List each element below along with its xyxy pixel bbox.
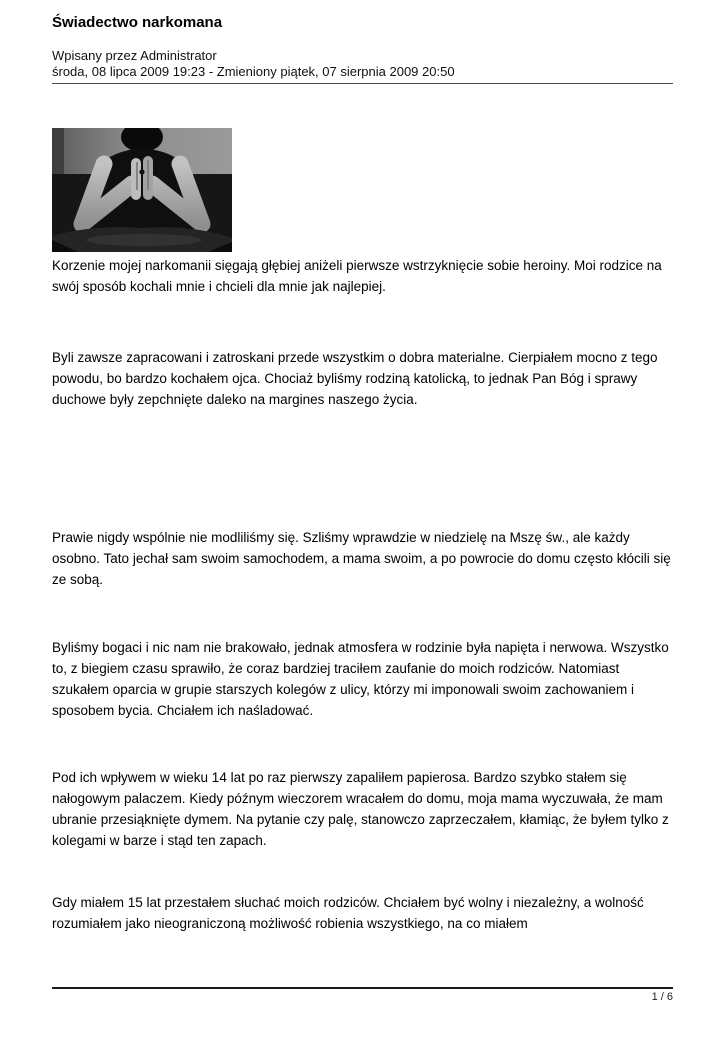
byline: Wpisany przez Administrator (52, 48, 217, 63)
page-number: 1 / 6 (651, 991, 673, 1003)
testimonial-photo (52, 128, 232, 252)
article-paragraph: Prawie nigdy wspólnie nie modliliśmy się. Szliśmy wprawdzie w niedzielę na Mszę św., ale każdy osobno. Tato jechał sam swoim samochodem, a mama swoim, a po powrocie do domu często kłócili się ze sobą. (52, 530, 671, 587)
page-title: Świadectwo narkomana (52, 14, 223, 31)
article-paragraph: Byliśmy bogaci i nic nam nie brakowało, jednak atmosfera w rodzinie była napięta i nerwowa. Wszystko to, z biegiem czasu sprawiło, że coraz bardziej traciłem zaufanie do moich rodziców. Natomiast szukałem oparcia w grupie starszych kolegów z ulicy, którzy mi imponowali swoim zachowaniem i sposobem bycia. Chciałem ich naśladować. (52, 640, 669, 718)
article-paragraph: Gdy miałem 15 lat przestałem słuchać moich rodziców. Chciałem być wolny i niezależny, a wolność rozumiałem jako nieograniczoną możliwość robienia wszystkiego, na co miałem (52, 895, 644, 931)
article-paragraph: Pod ich wpływem w wieku 14 lat po raz pierwszy zapaliłem papierosa. Bardzo szybko stałem się nałogowym palaczem. Kiedy późnym wieczorem wracałem do domu, moja mama wyczuwała, że mam ubranie przesiąknięte dymem. Na pytanie czy palę, stanowczo zaprzeczałem, kłamiąc, że byłem tylko z kolegami w barze i stąd ten zapach. (52, 770, 669, 848)
article-paragraph: Byli zawsze zapracowani i zatroskani przede wszystkim o dobra materialne. Cierpiałem mocno z tego powodu, bo bardzo kochałem ojca. Chociaż byliśmy rodziną katolicką, to jednak Pan Bóg i sprawy duchowe były zepchnięte daleko na margines naszego życia. (52, 350, 658, 407)
footer-divider (52, 987, 673, 989)
article-paragraph: Korzenie mojej narkomanii sięgają głębiej aniżeli pierwsze wstrzyknięcie sobie heroiny. Moi rodzice na swój sposób kochali mnie i chcieli dla mnie jak najlepiej. (52, 258, 662, 294)
article-header (52, 14, 673, 84)
page-footer (52, 987, 673, 1004)
clasped-hands-man-photo-graphic (52, 128, 232, 252)
header-divider (52, 83, 673, 84)
document-page (0, 14, 725, 934)
dateline: środa, 08 lipca 2009 19:23 - Zmieniony piątek, 07 sierpnia 2009 20:50 (52, 64, 455, 79)
